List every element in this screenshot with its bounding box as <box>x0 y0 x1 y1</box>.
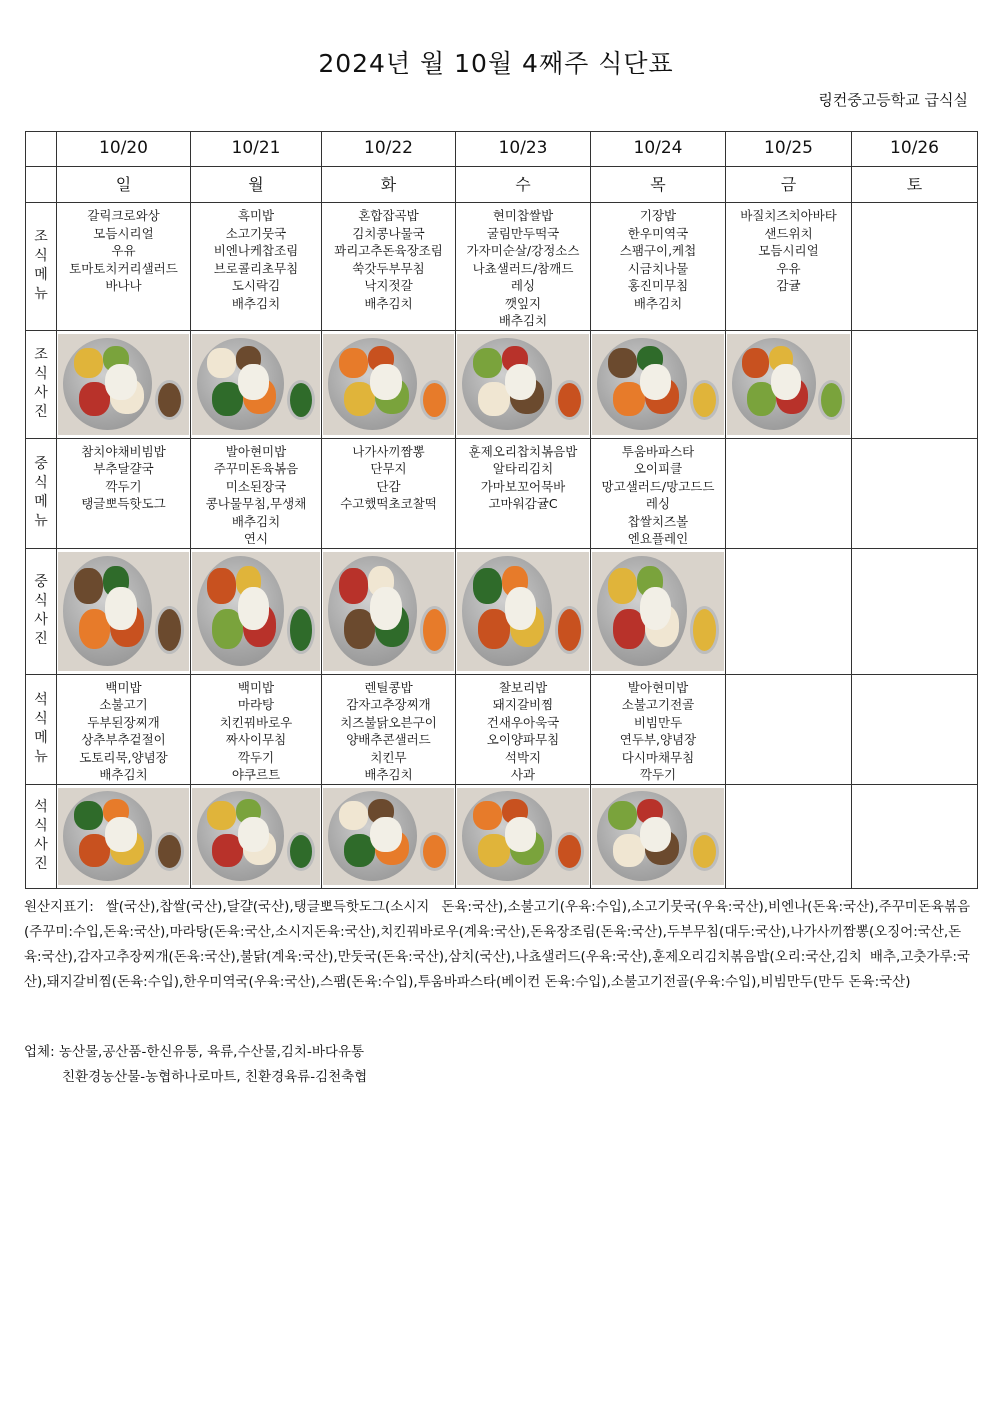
soup-bowl <box>287 606 315 654</box>
row-label <box>26 784 57 888</box>
menu-item: 모듬시리얼 <box>758 243 819 258</box>
vendor-line-1: 업체: 농산물,공산품-한신유통, 육류,수산물,김치-바다유통 <box>24 1044 364 1060</box>
menu-item: 깍두기 <box>237 749 275 765</box>
meal-photo-tray <box>323 552 454 671</box>
dinner-photo-cell <box>726 784 852 888</box>
menu-item: 비엔나케찹조림 <box>213 243 299 258</box>
meal-photo-tray <box>592 552 724 671</box>
rice-portion <box>505 587 537 630</box>
school-name: 링컨중고등학교 급식실 <box>818 91 968 109</box>
soup-bowl <box>420 380 449 420</box>
meal-photo-tray <box>457 552 589 671</box>
soup-bowl <box>690 832 719 871</box>
row-label-char: 석 <box>34 692 48 708</box>
date-cell: 10/23 <box>456 132 591 167</box>
row-label <box>26 330 57 438</box>
menu-item: 샌드위치 <box>764 225 813 241</box>
menu-item: 소불고기전골 <box>621 697 695 712</box>
menu-item: 연두부,양념장 <box>619 732 697 747</box>
menu-item: 마라탕 <box>237 697 275 712</box>
day-row <box>26 167 978 203</box>
row-label <box>26 203 57 331</box>
dinner-photo-cell <box>191 784 322 888</box>
meal-photo <box>727 334 850 435</box>
breakfast-photo-row <box>26 330 978 438</box>
breakfast-menu-cell <box>322 203 456 331</box>
row-label-char: 식 <box>34 593 48 609</box>
menu-item: 단무지 <box>370 461 407 476</box>
soup-bowl <box>555 832 584 871</box>
menu-items <box>591 439 725 548</box>
day-cell: 토 <box>852 167 978 203</box>
menu-item: 배추김치 <box>231 295 281 311</box>
menu-item: 바질치즈치아바타 <box>740 208 837 223</box>
breakfast-photo-cell <box>322 330 456 438</box>
rice-portion <box>505 817 537 852</box>
lunch-menu-cell <box>591 438 726 548</box>
menu-item: 단감 <box>376 478 401 494</box>
soup-bowl <box>690 606 719 654</box>
corner-cell <box>26 132 57 167</box>
menu-items <box>726 439 851 443</box>
breakfast-menu-cell <box>852 203 978 331</box>
menu-item: 돼지갈비찜 <box>492 697 554 712</box>
menu-item: 야쿠르트 <box>231 767 281 782</box>
lunch-menu-cell <box>57 438 191 548</box>
menu-item: 주꾸미돈육볶음 <box>213 461 299 476</box>
soup-bowl <box>420 832 449 871</box>
menu-item: 찹쌀치즈볼 <box>627 513 689 529</box>
breakfast-photo-cell <box>57 330 191 438</box>
breakfast-photo-cell <box>191 330 322 438</box>
menu-item: 건새우아욱국 <box>486 714 560 730</box>
lunch-photo-cell <box>852 548 978 674</box>
menu-item: 석박지 <box>504 749 542 765</box>
menu-item: 상추부추겉절이 <box>81 732 166 747</box>
origin-label: 원산지표기: <box>24 899 94 915</box>
menu-items <box>191 439 321 548</box>
menu-items <box>726 675 851 679</box>
menu-items <box>322 203 455 312</box>
food-portion <box>608 348 637 378</box>
food-portion <box>207 801 235 830</box>
dinner-photo-cell <box>456 784 591 888</box>
row-label-char: 사 <box>34 612 48 628</box>
lunch-photo-row <box>26 548 978 674</box>
menu-items <box>191 675 321 784</box>
vendor-info <box>24 1040 367 1090</box>
lunch-menu-row <box>26 438 978 548</box>
row-label-char: 석 <box>34 799 48 815</box>
meal-photo <box>592 788 724 885</box>
meal-photo <box>592 552 724 671</box>
soup-bowl <box>555 606 584 654</box>
soup-bowl <box>287 380 315 420</box>
row-label-char: 식 <box>34 475 48 491</box>
menu-item: 다시마채무침 <box>621 749 695 765</box>
rice-portion <box>370 587 401 630</box>
dinner-photo-cell <box>591 784 726 888</box>
meal-photo <box>457 788 589 885</box>
day-cell: 수 <box>456 167 591 203</box>
meal-table <box>25 131 978 889</box>
menu-item: 토마토치커리샐러드 <box>69 260 178 276</box>
menu-items <box>191 203 321 312</box>
menu-items <box>852 203 977 207</box>
food-portion <box>339 568 368 604</box>
row-label-char: 조 <box>34 347 48 363</box>
menu-item: 갈릭크로와상 <box>87 208 160 223</box>
food-portion <box>473 801 502 830</box>
lunch-menu-cell <box>726 438 852 548</box>
soup-bowl <box>690 380 719 420</box>
menu-item: 김치콩나물국 <box>352 225 425 241</box>
menu-item: 흑미밥 <box>237 208 275 223</box>
menu-item: 낙지젓갈 <box>364 278 413 293</box>
food-portion <box>207 568 235 604</box>
row-label-char: 메 <box>34 730 48 746</box>
day-cell: 금 <box>726 167 852 203</box>
menu-item: 혼합잡곡밥 <box>358 208 419 223</box>
lunch-photo-cell <box>191 548 322 674</box>
breakfast-menu-cell <box>726 203 852 331</box>
row-label-char: 진 <box>34 404 48 420</box>
date-cell: 10/20 <box>57 132 191 167</box>
menu-item: 치킨꿔바로우 <box>219 714 293 730</box>
soup-bowl <box>155 606 184 654</box>
meal-photo-tray <box>457 788 589 885</box>
meal-photo-tray <box>592 788 724 885</box>
menu-item: 발아현미밥 <box>225 443 287 459</box>
soup-bowl <box>287 832 315 871</box>
rice-portion <box>640 817 672 852</box>
breakfast-menu-cell <box>191 203 322 331</box>
menu-item: 고마워감귤C <box>488 496 558 511</box>
lunch-photo-cell <box>57 548 191 674</box>
menu-item: 굴림만두떡국 <box>486 225 560 241</box>
meal-photo <box>592 334 724 435</box>
dinner-menu-cell <box>852 674 978 784</box>
menu-item: 도시락김 <box>231 278 281 293</box>
menu-item: 배추김치 <box>364 295 413 311</box>
lunch-photo-cell <box>726 548 852 674</box>
breakfast-photo-cell <box>726 330 852 438</box>
meal-photo <box>58 334 189 435</box>
menu-item: 배추김치 <box>99 767 148 782</box>
menu-item: 나가사끼짬뽕 <box>352 443 425 459</box>
menu-item: 알타리김치 <box>492 461 554 476</box>
row-label-char: 식 <box>34 711 48 727</box>
menu-item: 두부된장찌개 <box>87 714 160 730</box>
origin-notes <box>24 895 970 995</box>
menu-item: 렌틸콩밥 <box>364 679 413 695</box>
row-label-char: 식 <box>34 818 48 834</box>
food-portion <box>742 348 769 378</box>
page-title: 2024년 월 10월 4째주 식단표 <box>318 49 674 78</box>
menu-item: 치즈불닭오븐구이 <box>340 714 437 730</box>
menu-item: 훈제오리찹치볶음밥 <box>468 443 578 459</box>
meal-photo-tray <box>323 334 454 435</box>
menu-items <box>591 203 725 312</box>
menu-item: 레싱 <box>510 278 536 293</box>
meal-photo <box>58 788 189 885</box>
dinner-menu-cell <box>591 674 726 784</box>
menu-item: 꽈리고추돈육장조림 <box>334 243 443 258</box>
menu-item: 배추김치 <box>633 295 683 311</box>
menu-item: 깍두기 <box>105 478 142 494</box>
menu-items <box>57 675 190 784</box>
menu-item: 배추김치 <box>498 313 548 328</box>
lunch-photo-cell <box>456 548 591 674</box>
date-cell: 10/22 <box>322 132 456 167</box>
soup-bowl <box>818 380 845 420</box>
menu-item: 엔요플레인 <box>627 531 689 546</box>
menu-item: 치킨무 <box>370 749 407 765</box>
lunch-photo-cell <box>322 548 456 674</box>
meal-photo-tray <box>58 552 189 671</box>
menu-items <box>456 203 590 330</box>
meal-photo <box>192 788 320 885</box>
row-label-char: 사 <box>34 385 48 401</box>
dinner-photo-cell <box>852 784 978 888</box>
rice-portion <box>640 587 672 630</box>
menu-item: 현미찹쌀밥 <box>492 208 554 223</box>
food-portion <box>473 348 502 378</box>
food-portion <box>207 348 235 378</box>
dinner-photo-cell <box>322 784 456 888</box>
dinner-menu-cell <box>456 674 591 784</box>
meal-photo-tray <box>323 788 454 885</box>
menu-item: 브로콜리초무침 <box>213 260 299 276</box>
rice-portion <box>370 364 401 400</box>
rice-portion <box>771 364 801 400</box>
menu-items <box>322 675 455 784</box>
rice-portion <box>105 587 136 630</box>
row-label-char: 사 <box>34 837 48 853</box>
food-portion <box>74 801 103 830</box>
breakfast-menu-cell <box>456 203 591 331</box>
menu-item: 가자미순살/강정소스 <box>466 243 580 258</box>
meal-photo-tray <box>727 334 850 435</box>
meal-photo-tray <box>592 334 724 435</box>
meal-photo-tray <box>192 788 320 885</box>
lunch-menu-cell <box>456 438 591 548</box>
food-portion <box>473 568 502 604</box>
meal-photo <box>323 788 454 885</box>
meal-photo <box>323 334 454 435</box>
soup-bowl <box>155 832 184 871</box>
menu-item: 탱글뽀득핫도그 <box>81 496 166 511</box>
rice-portion <box>505 364 537 400</box>
row-label-char: 메 <box>34 494 48 510</box>
meal-photo <box>192 552 320 671</box>
menu-item: 소고기뭇국 <box>225 225 287 241</box>
rice-portion <box>105 364 136 400</box>
date-cell: 10/21 <box>191 132 322 167</box>
menu-item: 사과 <box>510 767 536 782</box>
menu-item: 나쵸샐러드/참깨드 <box>472 260 574 276</box>
menu-item: 감자고추장찌개 <box>346 697 431 712</box>
menu-item: 깍두기 <box>639 767 677 782</box>
day-cell: 목 <box>591 167 726 203</box>
menu-item: 한우미역국 <box>627 225 689 241</box>
menu-items <box>852 675 977 679</box>
date-cell: 10/26 <box>852 132 978 167</box>
menu-item: 바나나 <box>105 278 142 293</box>
corner-cell <box>26 167 57 203</box>
breakfast-photo-cell <box>456 330 591 438</box>
menu-item: 연시 <box>243 531 269 546</box>
meal-photo <box>192 334 320 435</box>
dinner-photo-row <box>26 784 978 888</box>
menu-item: 우유 <box>776 260 801 276</box>
menu-items <box>726 203 851 295</box>
soup-bowl <box>420 606 449 654</box>
lunch-menu-cell <box>191 438 322 548</box>
row-label <box>26 438 57 548</box>
menu-item: 백미밥 <box>237 679 275 695</box>
menu-item: 기장밥 <box>639 208 677 223</box>
meal-photo <box>323 552 454 671</box>
dinner-menu-cell <box>322 674 456 784</box>
breakfast-menu-cell <box>591 203 726 331</box>
food-portion <box>74 348 103 378</box>
soup-bowl <box>555 380 584 420</box>
menu-item: 모듬시리얼 <box>93 225 154 241</box>
menu-item: 비빔만두 <box>633 714 683 730</box>
row-label-char: 진 <box>34 856 48 872</box>
meal-photo-tray <box>58 788 189 885</box>
dinner-menu-cell <box>57 674 191 784</box>
menu-item: 부추달걀국 <box>93 461 154 476</box>
origin-text: 쌀(국산),찹쌀(국산),달걀(국산),탱글뽀득핫도그(소시지 돈육:국산),소불고기(우육:수입),소고기뭇국(우육:국산),비엔나(돈육:국산),주꾸미돈육볶음(주꾸미:수입,돈육:국산),마라탕(돈육:국산,소시지돈육:국산),치킨꿔바로우(계육:국산),돈육장조림(돈육:국산),두부무침(대두:국산),나가사끼짬뽕(오징어:국산,돈육:국산),감자고추장찌개(돈육:국산),불닭(계육:국산),만둣국(돈육:국산),삼치(국산),나쵸샐러드(우육:국산),훈제오리김치볶음밥(오리:국산,김치 배추,고춧가루:국산),돼지갈비찜(돈육:수입),한우미역국(우육:국산),스팸(돈육:수입),투움바파스타(베이컨 돈육:수입),소불고기전골(우육:수입),비빔만두(만두 돈육:국산) <box>24 899 970 990</box>
menu-item: 백미밥 <box>105 679 142 695</box>
lunch-menu-cell <box>322 438 456 548</box>
row-label-char: 조 <box>34 229 48 246</box>
menu-item: 홍진미무침 <box>627 278 689 293</box>
menu-item: 배추김치 <box>364 767 413 782</box>
food-portion <box>74 568 103 604</box>
menu-item: 시금치나물 <box>627 260 689 276</box>
meal-photo-tray <box>192 334 320 435</box>
rice-portion <box>238 587 269 630</box>
day-cell: 화 <box>322 167 456 203</box>
menu-item: 짜사이무침 <box>225 732 287 747</box>
menu-item: 수고했떡초코찰떡 <box>340 496 437 511</box>
meal-photo-tray <box>58 334 189 435</box>
soup-bowl <box>155 380 184 420</box>
breakfast-photo-cell <box>852 330 978 438</box>
row-label-char: 식 <box>34 366 48 382</box>
row-label-char: 중 <box>34 574 48 590</box>
menu-item: 참치야채비빔밥 <box>81 443 166 459</box>
menu-item: 스팸구이,케첩 <box>619 243 697 258</box>
menu-items <box>591 675 725 784</box>
row-label-char: 메 <box>34 267 48 284</box>
menu-item: 콩나물무침,무생채 <box>205 496 307 511</box>
dinner-menu-cell <box>191 674 322 784</box>
breakfast-photo-cell <box>591 330 726 438</box>
food-portion <box>339 801 368 830</box>
date-cell: 10/25 <box>726 132 852 167</box>
lunch-photo-cell <box>591 548 726 674</box>
menu-item: 오이피클 <box>633 461 683 476</box>
menu-item: 도토리묵,양념장 <box>79 749 168 765</box>
menu-item: 망고샐러드/망고드드 <box>601 478 715 494</box>
row-label-char: 식 <box>34 248 48 265</box>
dinner-menu-cell <box>726 674 852 784</box>
meal-photo <box>457 552 589 671</box>
rice-portion <box>238 817 269 852</box>
menu-items <box>456 439 590 513</box>
menu-items <box>456 675 590 784</box>
menu-items <box>852 439 977 443</box>
day-cell: 월 <box>191 167 322 203</box>
menu-item: 투움바파스타 <box>621 443 695 459</box>
dinner-menu-row <box>26 674 978 784</box>
meal-photo-tray <box>192 552 320 671</box>
menu-item: 깻잎지 <box>504 295 542 311</box>
vendor-line-2: 친환경농산물-농협하나로마트, 친환경육류-김천축협 <box>62 1069 368 1085</box>
menu-item: 레싱 <box>645 496 671 511</box>
date-row <box>26 132 978 167</box>
food-portion <box>608 568 637 604</box>
menu-items <box>57 203 190 295</box>
menu-items <box>322 439 455 513</box>
food-portion <box>608 801 637 830</box>
row-label <box>26 674 57 784</box>
menu-item: 소불고기 <box>99 697 148 712</box>
row-label-char: 진 <box>34 631 48 647</box>
menu-item: 가마보꼬어묵바 <box>480 478 566 494</box>
menu-item: 배추김치 <box>231 513 281 529</box>
rice-portion <box>238 364 269 400</box>
menu-item: 오이양파무침 <box>486 732 560 747</box>
breakfast-menu-row <box>26 203 978 331</box>
lunch-menu-cell <box>852 438 978 548</box>
menu-item: 감귤 <box>776 278 801 293</box>
menu-item: 찰보리밥 <box>498 679 548 695</box>
menu-item: 미소된장국 <box>225 478 287 494</box>
rice-portion <box>640 364 672 400</box>
menu-item: 양배추콘샐러드 <box>346 732 431 747</box>
day-cell: 일 <box>57 167 191 203</box>
menu-item: 쑥갓두부무침 <box>352 260 425 276</box>
menu-items <box>57 439 190 513</box>
row-label-char: 뉴 <box>34 749 48 765</box>
row-label-char: 뉴 <box>34 513 48 529</box>
meal-photo <box>58 552 189 671</box>
food-portion <box>339 348 368 378</box>
rice-portion <box>105 817 136 852</box>
row-label-char: 중 <box>34 456 48 472</box>
date-cell: 10/24 <box>591 132 726 167</box>
meal-photo-tray <box>457 334 589 435</box>
dinner-photo-cell <box>57 784 191 888</box>
menu-item: 발아현미밥 <box>627 679 689 695</box>
row-label <box>26 548 57 674</box>
row-label-char: 뉴 <box>34 286 48 303</box>
menu-item: 우유 <box>111 243 136 258</box>
rice-portion <box>370 817 401 852</box>
meal-photo <box>457 334 589 435</box>
breakfast-menu-cell <box>57 203 191 331</box>
